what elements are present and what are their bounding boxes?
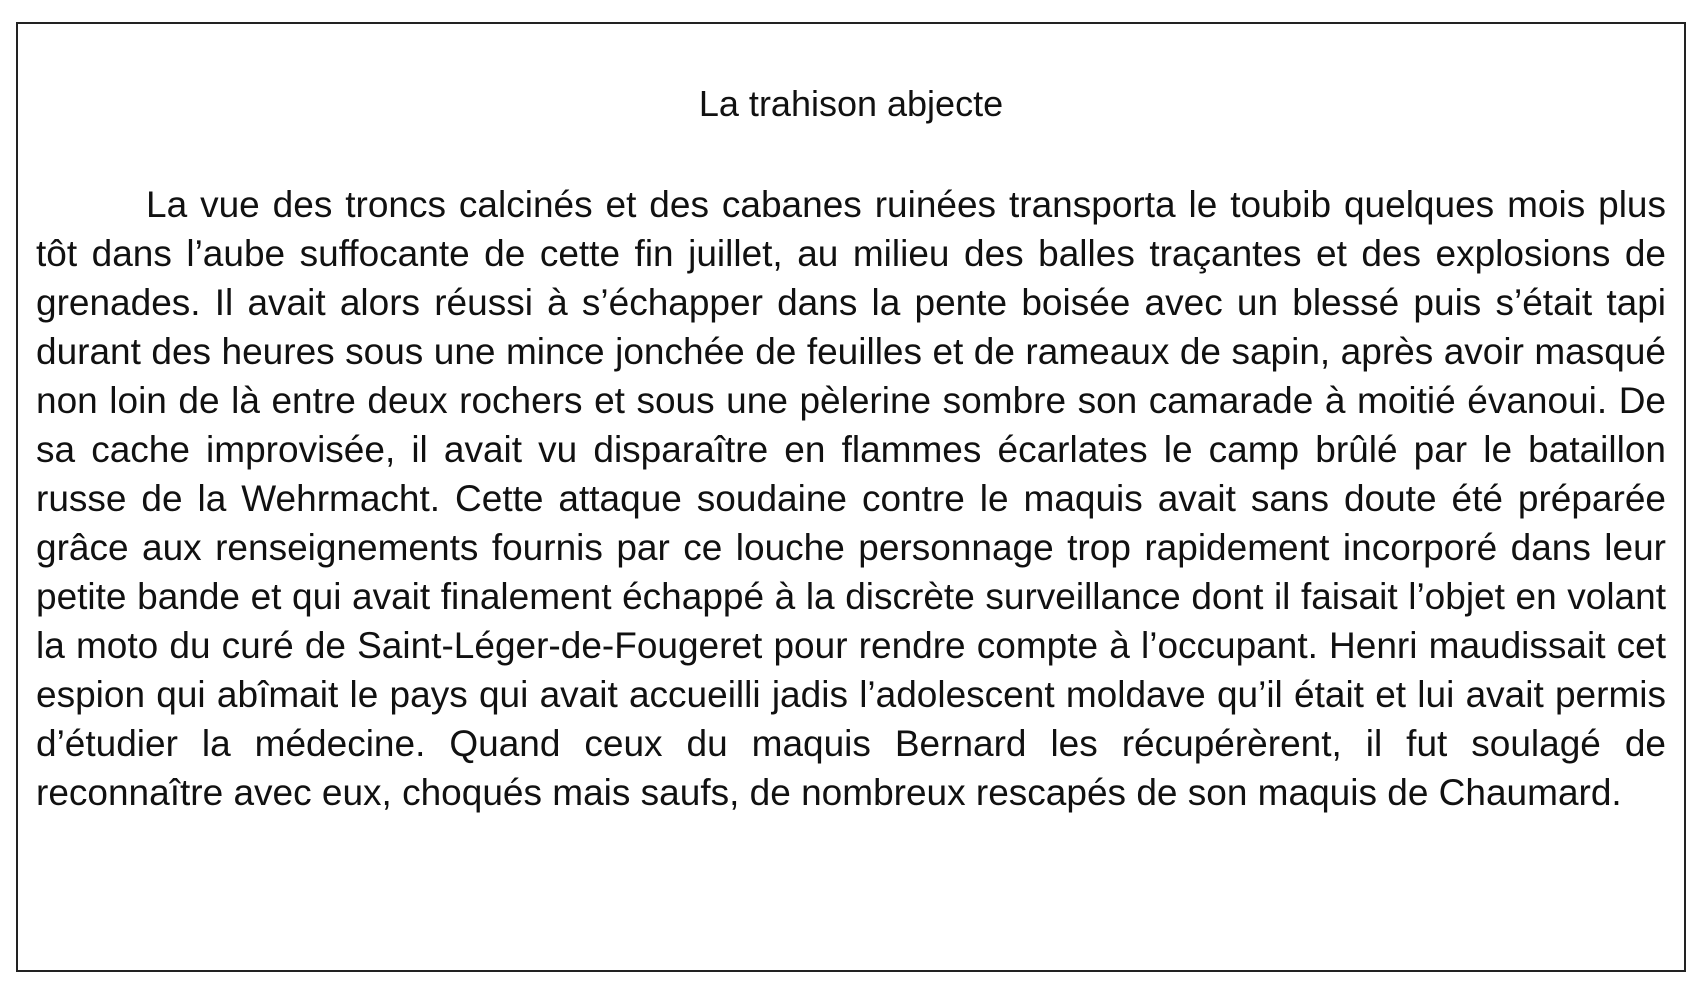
document-title: La trahison abjecte [698,83,1004,124]
document-paragraph: La vue des troncs calcinés et des cabanes ruinées transporta le toubib quelques mois plus tôt dans l’aube suffocante de cette fin juillet, au milieu des balles traçantes et des explosions de grenades. Il avait alors réussi à s’échapper dans la pente boisée avec un blessé puis s’était tapi durant des heures sous une mince jonchée de feuilles et de rameaux de sapin, après avoir masqué non loin de là entre deux rochers et sous une pèlerine sombre son camarade à moitié évanoui. De sa cache improvisée, il avait vu disparaître en flammes écarlates le camp brûlé par le bataillon russe de la Wehrmacht. Cette attaque soudaine contre le maquis avait sans doute été préparée grâce aux renseignements fournis par ce louche personnage trop rapidement incorporé dans leur petite bande et qui avait finalement échappé à la discrète surveillance dont il faisait l’objet en volant la moto du curé de Saint-Léger-de-Fougeret pour rendre compte à l’occupant. Henri maudissait cet espion qui abîmait le pays qui avait accueilli jadis l’adolescent moldave qu’il était et lui avait permis d’étudier la médecine. Quand ceux du maquis Bernard les récupérèrent, il fut soulagé de reconnaître avec eux, choqués mais saufs, de nombreux rescapés de son maquis de Chaumard. [36,184,1666,813]
document-frame [16,22,1686,972]
